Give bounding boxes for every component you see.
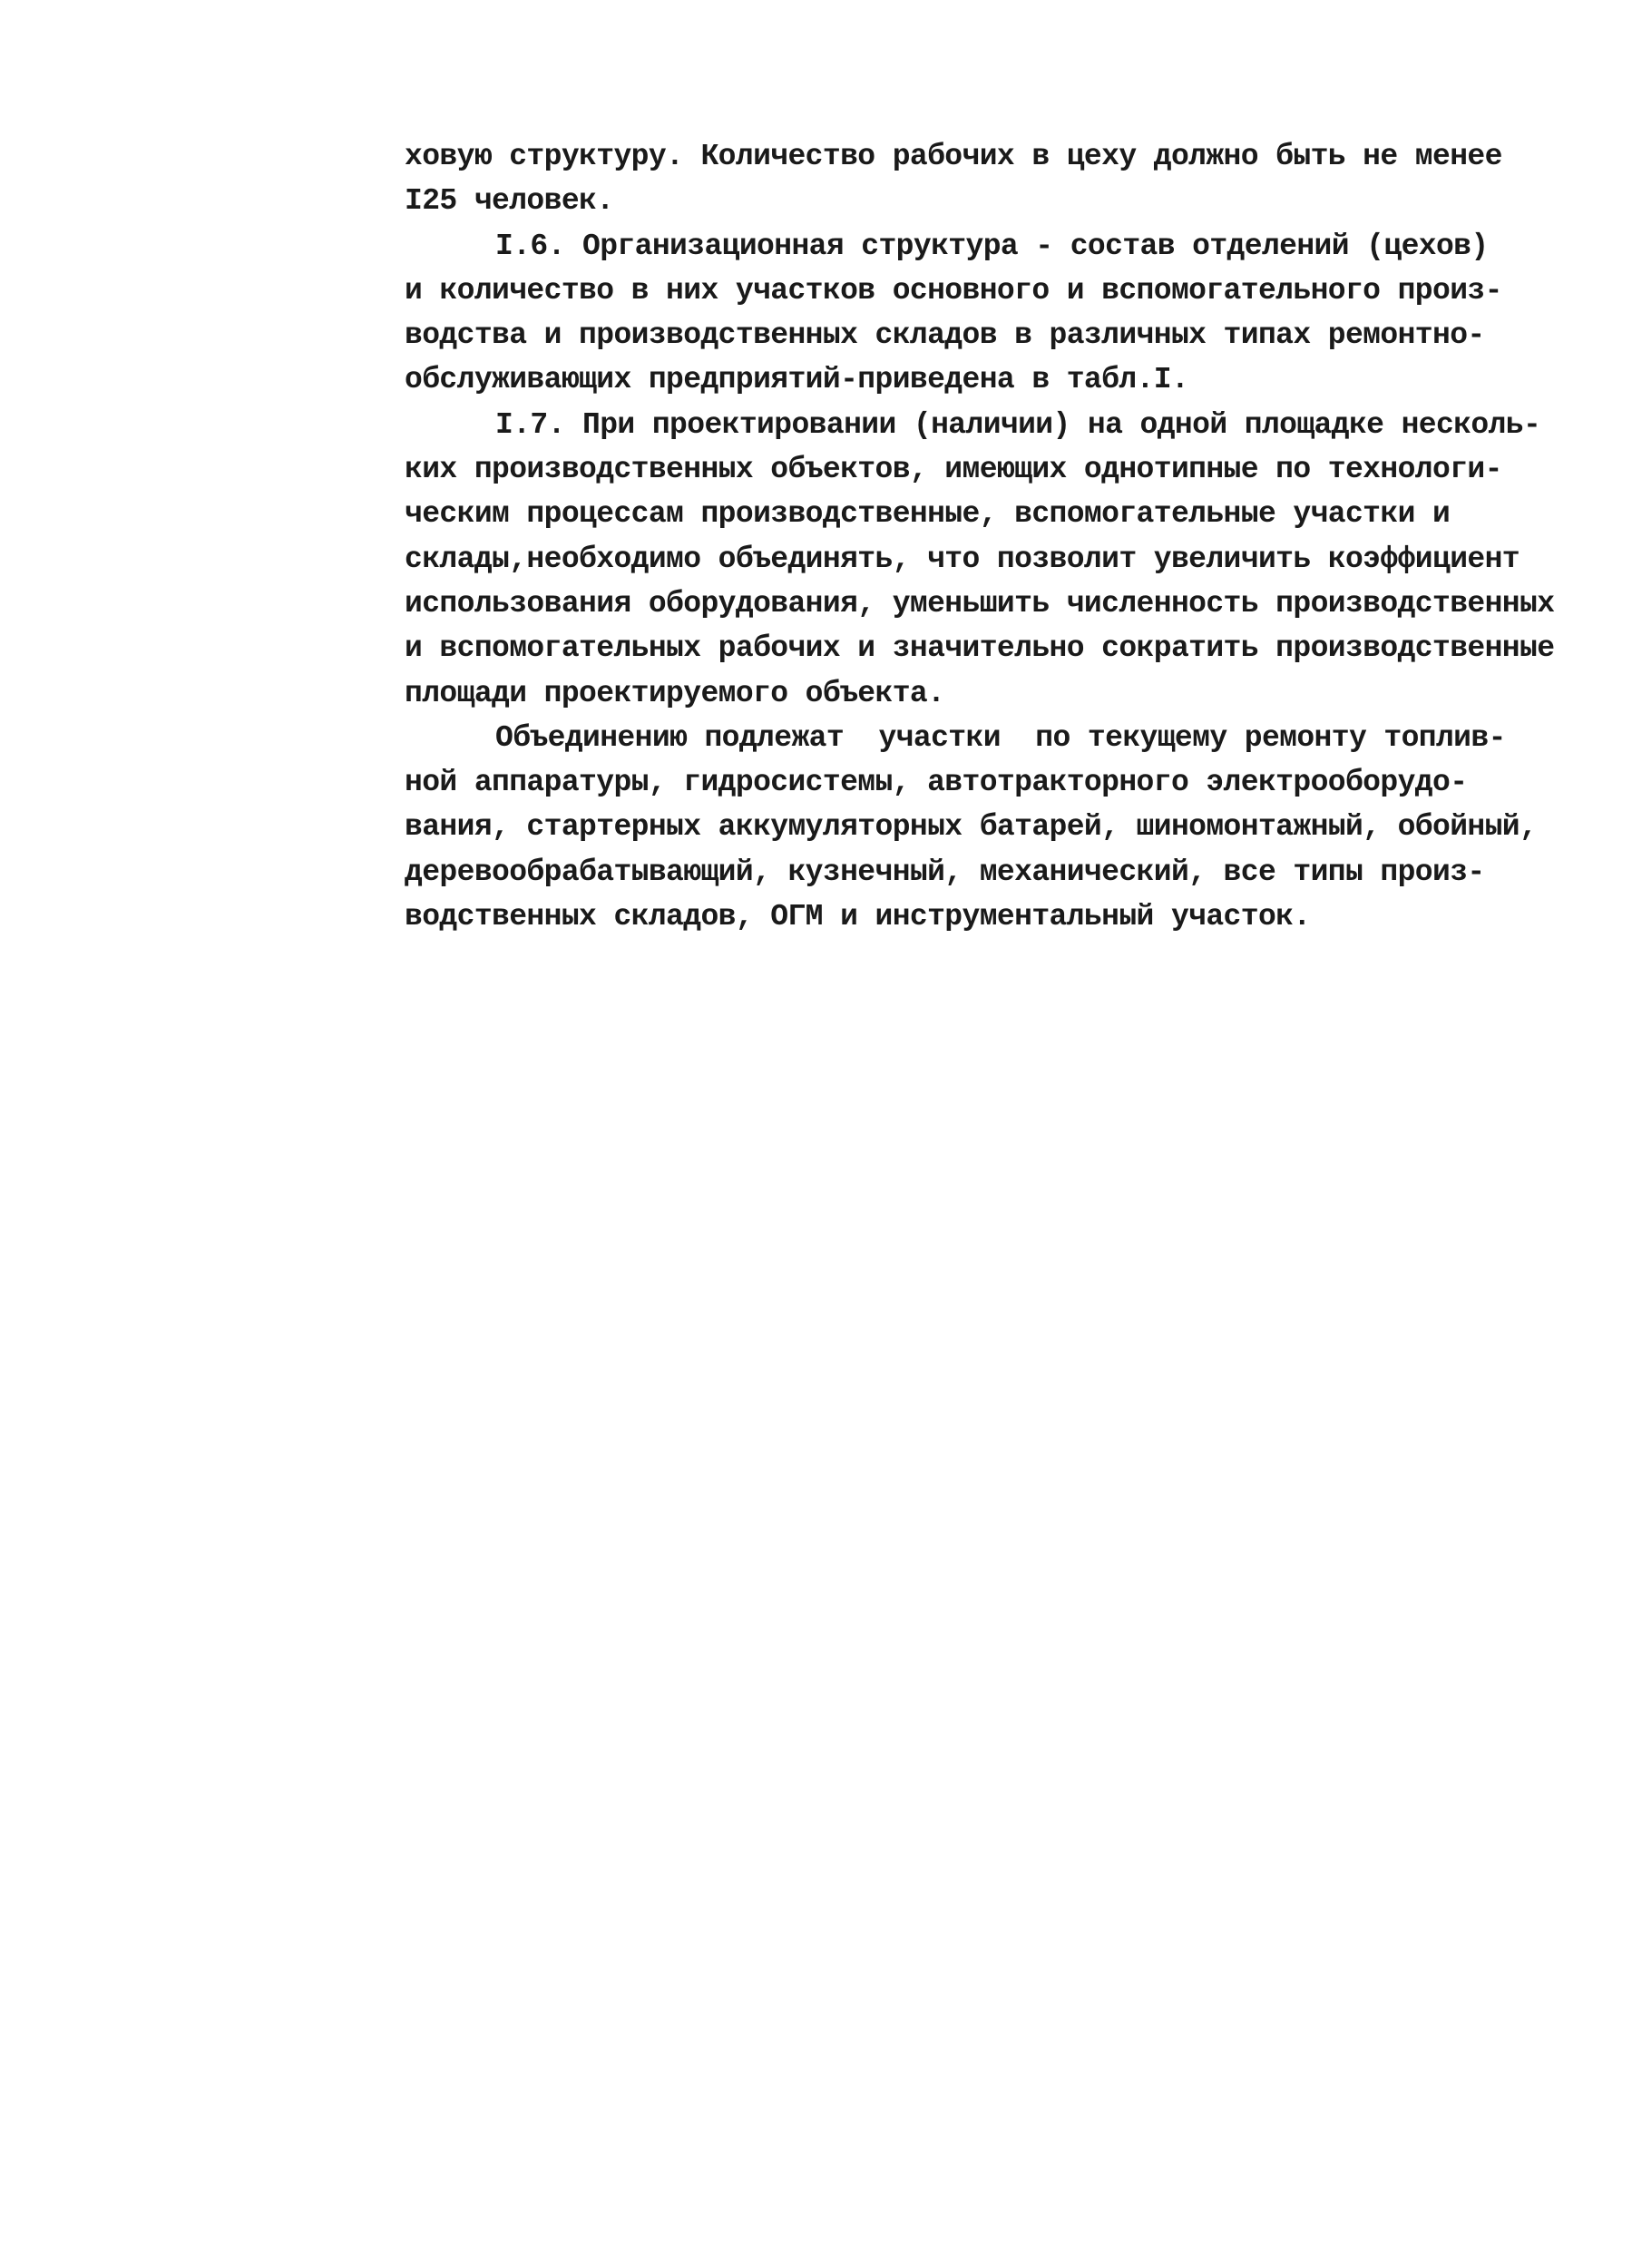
- text-line: деревообрабатывающий, кузнечный, механический, все типы произ-: [405, 855, 1485, 889]
- text-line: водства и производственных складов в различных типах ремонтно-: [405, 318, 1485, 353]
- text-line: ческим процессам производственные, вспомогательные участки и: [405, 497, 1451, 532]
- text-line: ких производственных объектов, имеющих однотипные по технологи-: [405, 453, 1502, 487]
- body-text: [405, 134, 1611, 939]
- text-line: и вспомогательных рабочих и значительно сократить производственные: [405, 631, 1555, 666]
- text-line: площади проектируемого объекта.: [405, 676, 945, 710]
- text-line: и количество в них участков основного и вспомогательного произ-: [405, 273, 1502, 308]
- text-line: использования оборудования, уменьшить численность производственных: [405, 586, 1555, 621]
- text-line: водственных складов, ОГМ и инструментальный участок.: [405, 900, 1311, 934]
- text-line: ховую структуру. Количество рабочих в цеху должно быть не менее: [405, 140, 1502, 173]
- paragraph-merge-start: Объединению подлежат участки по текущему ремонту топлив-: [495, 720, 1506, 755]
- text-line: I25 человек.: [405, 184, 614, 219]
- text-line: обслуживающих предприятий-приведена в табл.I.: [405, 363, 1189, 397]
- text-line: вания, стартерных аккумуляторных батарей, шиномонтажный, обойный,: [405, 810, 1538, 845]
- paragraph-1-6-start: I.6. Организационная структура - состав отделений (цехов): [495, 229, 1489, 263]
- text-line: ной аппаратуры, гидросистемы, автотракторного электрооборудо-: [405, 766, 1468, 800]
- paragraph-1-7-start: I.7. При проектировании (наличии) на одной площадке несколь-: [495, 407, 1541, 442]
- text-line: склады,необходимо объединять, что позволит увеличить коэффициент: [405, 542, 1520, 576]
